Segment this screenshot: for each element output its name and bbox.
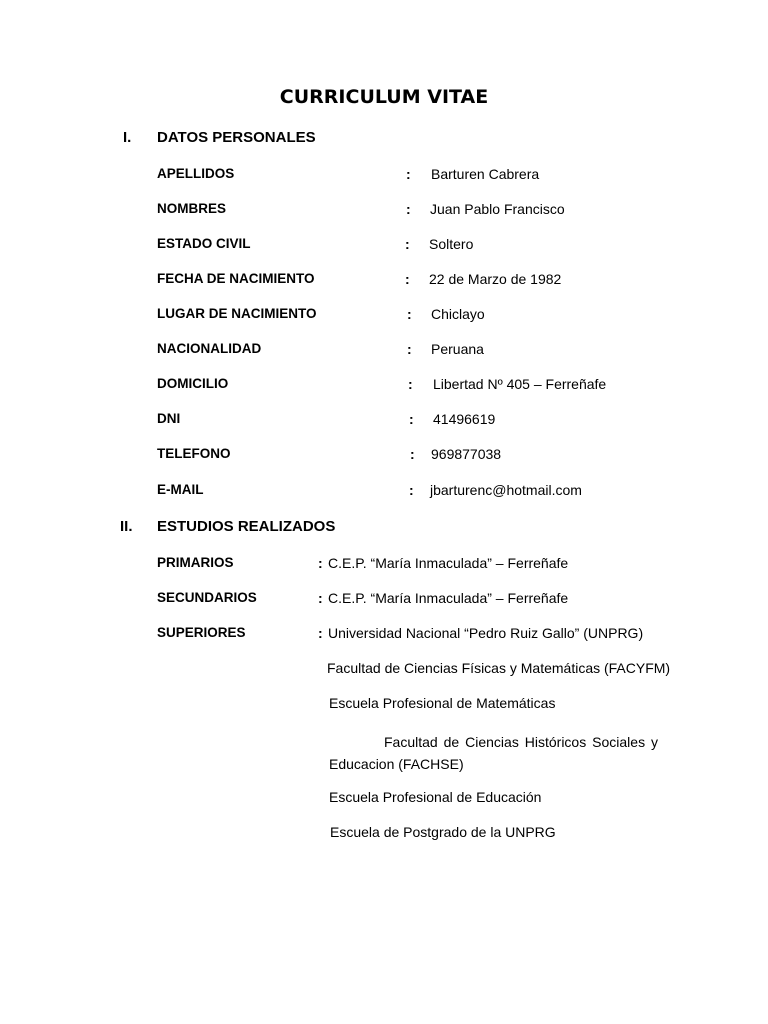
field-row-lugar-nacimiento xyxy=(0,306,768,326)
study-separator: : xyxy=(318,590,323,606)
field-row-dni xyxy=(0,411,768,431)
field-value: Barturen Cabrera xyxy=(431,166,540,182)
field-value: Peruana xyxy=(431,341,484,357)
field-label: DNI xyxy=(157,411,181,426)
field-label: FECHA DE NACIMIENTO xyxy=(157,271,315,286)
study-value: Universidad Nacional “Pedro Ruiz Gallo” (UNPRG) xyxy=(328,625,644,641)
field-separator: : xyxy=(407,306,412,322)
page-title: CURRICULUM VITAE xyxy=(279,86,489,108)
field-label: LUGAR DE NACIMIENTO xyxy=(157,306,317,321)
field-label: DOMICILIO xyxy=(157,376,229,391)
field-value: jbarturenc@hotmail.com xyxy=(430,482,582,498)
study-separator: : xyxy=(318,555,323,571)
field-row-nombres xyxy=(0,201,768,221)
field-value: Soltero xyxy=(429,236,474,252)
field-separator: : xyxy=(408,376,413,392)
study-detail-facultad-historicos-line2: Educacion (FACHSE) xyxy=(329,756,464,772)
field-label: TELEFONO xyxy=(157,446,231,461)
study-value: C.E.P. “María Inmaculada” – Ferreñafe xyxy=(328,555,569,571)
field-row-nacionalidad xyxy=(0,341,768,361)
study-row-secundarios xyxy=(0,590,768,610)
section-title-estudios-realizados: ESTUDIOS REALIZADOS xyxy=(157,518,336,535)
field-label: ESTADO CIVIL xyxy=(157,236,251,251)
section-number: II. xyxy=(120,518,133,535)
study-detail-escuela-educacion: Escuela Profesional de Educación xyxy=(329,789,542,805)
field-row-domicilio xyxy=(0,376,768,396)
field-label: APELLIDOS xyxy=(157,166,235,181)
field-value: Libertad Nº 405 – Ferreñafe xyxy=(433,376,607,392)
field-label: NOMBRES xyxy=(157,201,227,216)
field-separator: : xyxy=(410,446,415,462)
field-separator: : xyxy=(409,411,414,427)
section-number: I. xyxy=(123,129,132,146)
study-value: C.E.P. “María Inmaculada” – Ferreñafe xyxy=(328,590,569,606)
study-detail-facultad-fisicas: Facultad de Ciencias Físicas y Matemáticas (FACYFM) xyxy=(327,660,671,676)
field-separator: : xyxy=(407,341,412,357)
field-label: NACIONALIDAD xyxy=(157,341,262,356)
study-label: PRIMARIOS xyxy=(157,555,234,570)
section-title-datos-personales: DATOS PERSONALES xyxy=(157,129,316,146)
field-value: 22 de Marzo de 1982 xyxy=(429,271,562,287)
study-row-superiores xyxy=(0,625,768,645)
field-row-email xyxy=(0,482,768,502)
field-separator: : xyxy=(405,236,410,252)
field-label: E-MAIL xyxy=(157,482,204,497)
field-row-apellidos xyxy=(0,166,768,186)
study-detail-escuela-matematicas: Escuela Profesional de Matemáticas xyxy=(329,695,556,711)
study-detail-facultad-historicos xyxy=(329,731,658,775)
field-row-estado-civil xyxy=(0,236,768,256)
study-separator: : xyxy=(318,625,323,641)
field-value: Juan Pablo Francisco xyxy=(430,201,565,217)
study-detail-escuela-postgrado: Escuela de Postgrado de la UNPRG xyxy=(330,824,556,840)
field-separator: : xyxy=(406,201,411,217)
study-row-primarios xyxy=(0,555,768,575)
field-value: 969877038 xyxy=(431,446,502,462)
field-separator: : xyxy=(409,482,414,498)
study-label: SUPERIORES xyxy=(157,625,246,640)
field-value: Chiclayo xyxy=(431,306,485,322)
field-separator: : xyxy=(406,166,411,182)
field-row-telefono xyxy=(0,446,768,466)
study-detail-facultad-historicos-line1: Facultad de Ciencias Históricos Sociales y xyxy=(384,734,658,750)
field-separator: : xyxy=(405,271,410,287)
field-row-fecha-nacimiento xyxy=(0,271,768,291)
field-value: 41496619 xyxy=(433,411,496,427)
study-label: SECUNDARIOS xyxy=(157,590,257,605)
